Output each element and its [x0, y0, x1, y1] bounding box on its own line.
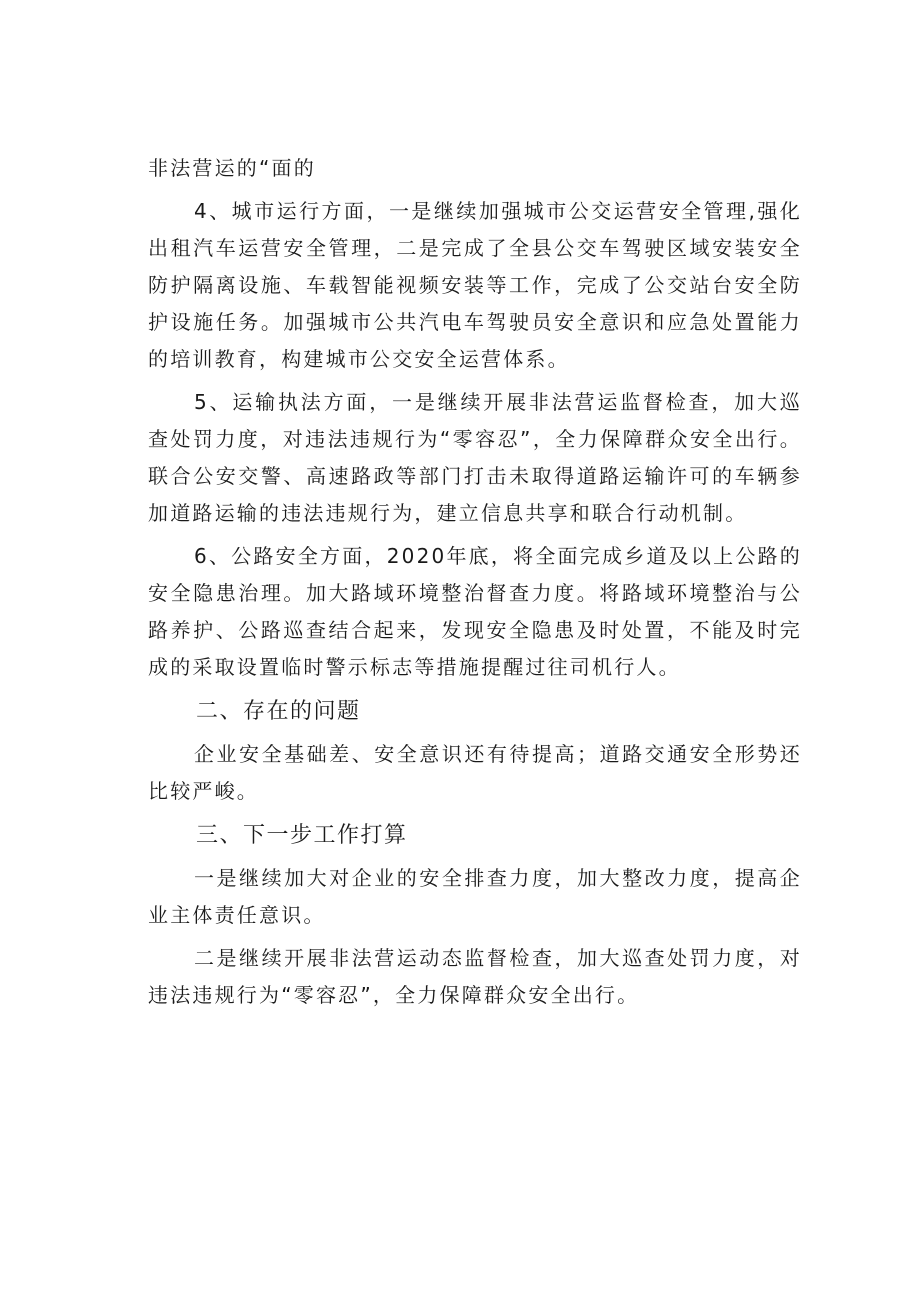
- heading-existing-problems: 二、存在的问题: [196, 699, 361, 724]
- paragraph-problems: 企业安全基础差、安全意识还有待提高；道路交通安全形势还比较严峻。: [148, 742, 802, 803]
- paragraph-transport-enforcement: 5、运输执法方面，一是继续开展非法营运监督检查，加大巡查处罚力度，对违法违规行为“零容忍”，全力保障群众安全出行。联合公安交警、高速路政等部门打击未取得道路运输许可的车辆参加道路运输的违法违规行为，建立信息共享和联合行动机制。: [148, 390, 802, 525]
- paragraph-road-safety: 6、公路安全方面，2020年底，将全面完成乡道及以上公路的安全隐患治理。加大路域环境整治督查力度。将路域环境整治与公路养护、公路巡查结合起来，发现安全隐患及时处置，不能及时完成的采取设置临时警示标志等措施提醒过往司机行人。: [148, 544, 802, 679]
- paragraph-plan-two: 二是继续开展非法营运动态监督检查，加大巡查处罚力度，对违法违规行为“零容忍”，全力保障群众安全出行。: [148, 946, 802, 1007]
- document-body: [148, 150, 802, 1020]
- paragraph-continuation: 非法营运的“面的: [148, 156, 316, 180]
- heading-next-steps: 三、下一步工作打算: [196, 823, 408, 848]
- paragraph-urban-operation: 4、城市运行方面，一是继续加强城市公交运营安全管理,强化出租汽车运营安全管理，二是完成了全县公交车驾驶区域安装安全防护隔离设施、车载智能视频安装等工作，完成了公交站台安全防护设施任务。加强城市公共汽电车驾驶员安全意识和应急处置能力的培训教育，构建城市公交安全运营体系。: [148, 199, 802, 371]
- paragraph-plan-one: 一是继续加大对企业的安全排查力度，加大整改力度，提高企业主体责任意识。: [148, 866, 802, 927]
